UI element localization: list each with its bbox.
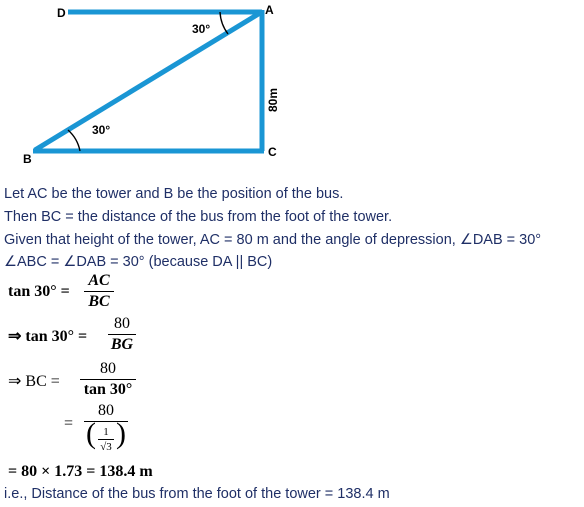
eq2-denominator: BG <box>110 336 134 353</box>
eq4-denominator: ( 1 √3 ) <box>86 417 126 453</box>
eq3-lhs: ⇒ BC = <box>8 373 60 390</box>
eq2-lhs: ⇒ tan 30° = <box>8 328 88 345</box>
eq2-fraction <box>108 315 136 354</box>
text-line-2: Then BC = the distance of the bus from the foot of the tower. <box>4 209 393 225</box>
text-line-1: Let AC be the tower and B be the position of the bus. <box>4 186 344 202</box>
equation-block <box>0 270 584 500</box>
point-B-label: B <box>23 152 32 166</box>
eq3-numerator: 80 <box>100 360 116 377</box>
angle-bottom-label: 30° <box>92 123 111 137</box>
point-C-label: C <box>268 145 277 159</box>
eq3-fraction <box>80 360 136 399</box>
eq1-denominator: BC <box>88 293 110 310</box>
eq4-fraction <box>84 402 128 457</box>
angle-top-label: 30° <box>192 22 211 36</box>
point-D-label: D <box>57 6 66 20</box>
conclusion-line: i.e., Distance of the bus from the foot of the tower = 138.4 m <box>4 486 390 502</box>
eq3-denominator: tan 30° <box>83 381 133 398</box>
eq4-inner-denominator: √3 <box>100 441 112 453</box>
line-AB <box>35 13 260 150</box>
text-line-3: Given that height of the tower, AC = 80 m and the angle of depression, ∠DAB = 30° <box>4 232 542 248</box>
eq4-equals: = <box>64 415 74 432</box>
eq2-numerator: 80 <box>114 315 130 332</box>
eq4-numerator: 80 <box>98 402 114 419</box>
triangle-diagram <box>0 0 584 180</box>
eq4-inner-numerator: 1 <box>103 426 109 438</box>
angle-arc-bottom <box>68 130 80 151</box>
eq1-fraction <box>84 272 114 311</box>
point-A-label: A <box>265 3 274 17</box>
eq1-lhs: tan 30° = <box>8 283 70 300</box>
eq1-numerator: AC <box>88 272 110 289</box>
height-label: 80m <box>266 87 280 113</box>
diagram-lines <box>33 10 264 151</box>
eq5-result: = 80 × 1.73 = 138.4 m <box>8 463 153 480</box>
eq4-inner-fraction <box>98 426 114 453</box>
text-line-4: ∠ABC = ∠DAB = 30° (because DA || BC) <box>4 254 273 270</box>
